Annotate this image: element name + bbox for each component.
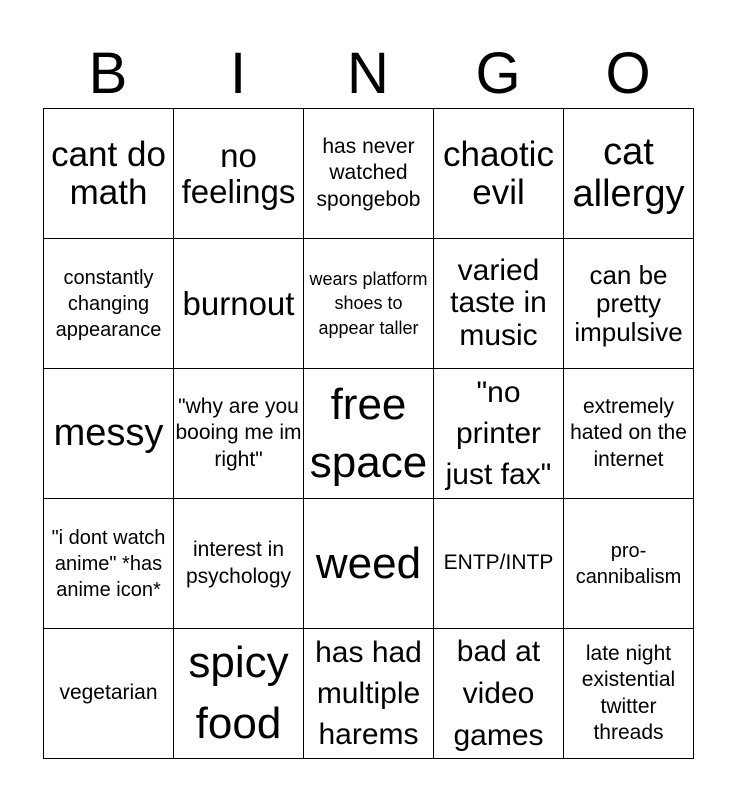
bingo-board [43,108,694,759]
bingo-cell[interactable] [564,499,694,629]
bingo-cell[interactable] [434,499,564,629]
bingo-cell[interactable] [44,369,174,499]
bingo-cell[interactable] [564,369,694,499]
cell-text: pro-cannibalism [575,539,682,588]
bingo-cell[interactable] [434,629,564,759]
cell-text: chaotic evil [443,134,554,212]
cell-text: cat allergy [572,131,685,215]
bingo-header [43,40,693,108]
cell-text: "no printer just fax" [445,375,552,492]
bingo-cell[interactable] [174,629,304,759]
bingo-cell[interactable] [44,109,174,239]
cell-text: cant do math [51,134,166,212]
bingo-cell[interactable] [434,239,564,369]
cell-text: late night existential twitter threads [581,642,676,744]
cell-text: has had multiple harems [315,635,422,752]
cell-text: bad at video games [453,634,544,752]
header-letter-g: G [475,41,521,106]
header-letter-i: I [229,41,247,106]
bingo-cell[interactable] [564,629,694,759]
bingo-cell[interactable] [174,109,304,239]
cell-text: constantly changing appearance [55,266,162,341]
bingo-cell[interactable] [304,629,434,759]
bingo-cell[interactable] [44,239,174,369]
cell-text: spicy food [188,637,289,748]
bingo-cell[interactable] [174,239,304,369]
bingo-cell[interactable] [304,369,434,499]
cell-text: messy [53,411,164,454]
cell-text: interest in psychology [185,538,292,588]
bingo-cell[interactable] [44,629,174,759]
bingo-cell[interactable] [564,239,694,369]
bingo-cell[interactable] [304,499,434,629]
cell-text: free space [309,380,428,487]
header-letter-n: N [347,41,389,106]
bingo-cell[interactable] [44,499,174,629]
cell-text: ENTP/INTP [443,551,554,575]
cell-text: extremely hated on the internet [570,395,687,471]
cell-text: "why are you booing me im right" [175,395,302,471]
header-letter-b: B [88,41,128,106]
bingo-cell[interactable] [434,109,564,239]
bingo-cell[interactable] [174,499,304,629]
bingo-cell[interactable] [564,109,694,239]
bingo-cell[interactable] [434,369,564,499]
cell-text: vegetarian [59,681,158,705]
cell-text: wears platform shoes to appear taller [309,269,428,338]
bingo-cell[interactable] [304,239,434,369]
cell-text: varied taste in music [450,253,547,352]
bingo-cell[interactable] [174,369,304,499]
header-letter-o: O [605,41,651,106]
cell-text: "i dont watch anime" *has anime icon* [51,526,166,601]
cell-text: has never watched spongebob [316,135,421,211]
cell-text: no feelings [181,136,296,210]
cell-text: can be pretty impulsive [574,260,683,347]
cell-text: weed [315,538,422,588]
bingo-cell[interactable] [304,109,434,239]
cell-text: burnout [182,284,295,322]
